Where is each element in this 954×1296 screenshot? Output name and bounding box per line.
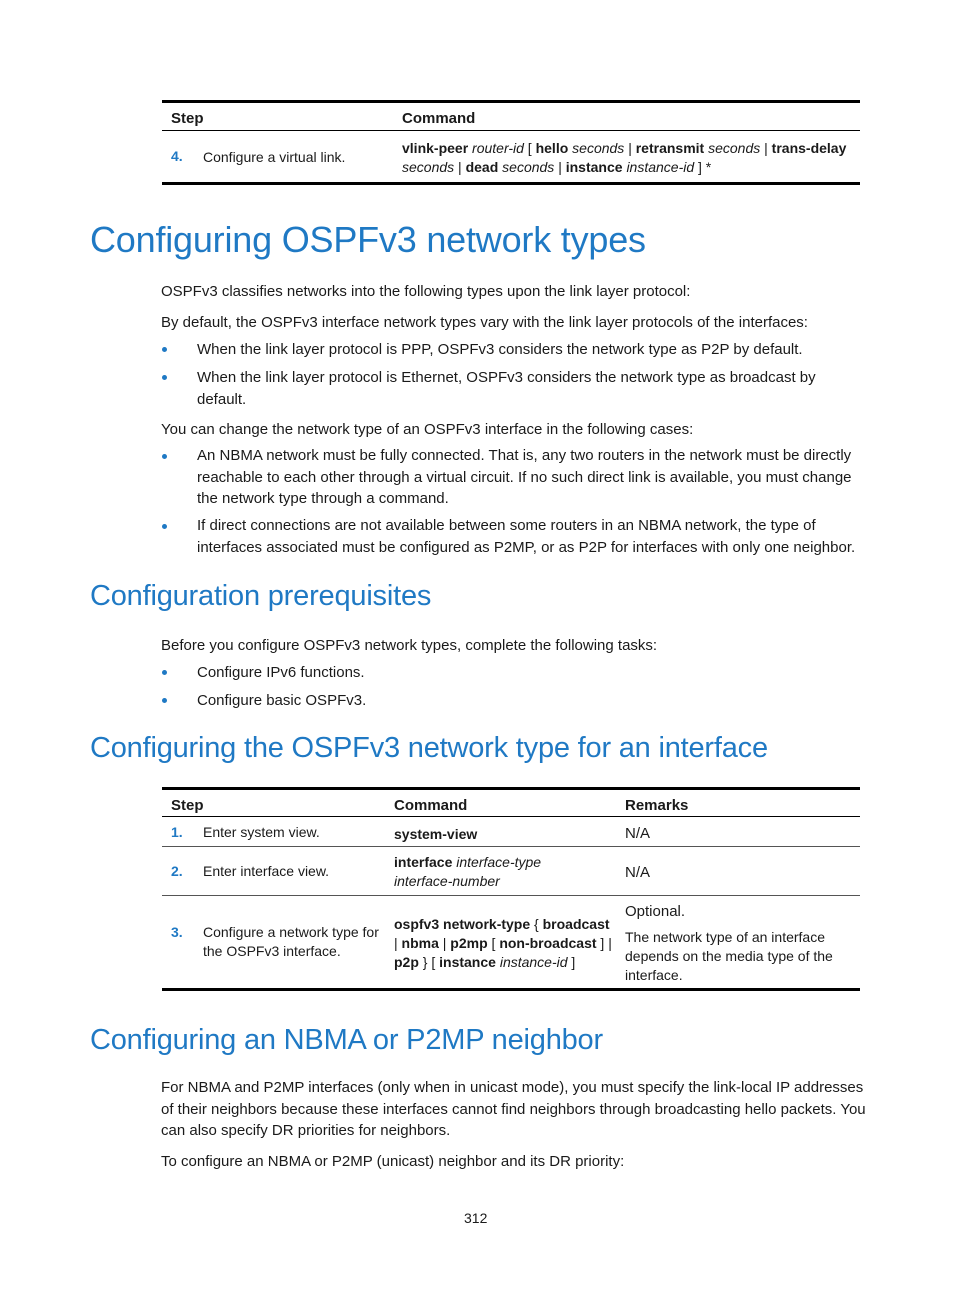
remarks-text: Optional. — [625, 903, 686, 920]
step-description: Configure a network type for the OSPFv3 interface. — [203, 924, 379, 959]
command-keyword: non-broadcast — [499, 935, 597, 951]
command-punctuation: | — [554, 159, 566, 175]
command-keyword: nbma — [401, 935, 439, 951]
paragraph: To configure an NBMA or P2MP (unicast) neighbor and its DR priority: — [161, 1153, 625, 1170]
column-header-command: Command — [394, 797, 468, 814]
command-keyword: system-view — [394, 826, 478, 842]
command-keyword: ospfv3 network-type — [394, 916, 531, 932]
subsection-title: Configuring an NBMA or P2MP neighbor — [90, 1024, 603, 1056]
remarks-text: N/A — [625, 864, 651, 881]
command-punctuation: | — [760, 140, 772, 156]
command-argument: seconds — [708, 140, 761, 156]
remarks-text: N/A — [625, 825, 651, 842]
command-syntax — [394, 915, 616, 972]
step-number: 3. — [171, 924, 183, 940]
row-divider — [162, 895, 860, 896]
command-punctuation: | — [624, 140, 636, 156]
paragraph: You can change the network type of an OSPFv3 interface in the following cases: — [161, 421, 694, 438]
paragraph: By default, the OSPFv3 interface network types vary with the link layer protocols of the interfaces: — [161, 314, 808, 331]
section-title: Configuring OSPFv3 network types — [90, 219, 646, 260]
row-divider — [162, 846, 860, 847]
command-keyword: vlink-peer — [402, 140, 469, 156]
step-description: Configure a virtual link. — [203, 149, 346, 165]
table-bottom-rule — [162, 182, 860, 185]
bullet-text: When the link layer protocol is Ethernet, OSPFv3 considers the network type as broadcast by default. — [197, 369, 816, 408]
command-syntax — [402, 139, 850, 177]
page-number: 312 — [464, 1210, 488, 1226]
command-syntax — [394, 853, 569, 891]
bullet-icon — [162, 454, 167, 459]
column-header-command: Command — [402, 110, 476, 127]
bullet-text: If direct connections are not available between some routers in an NBMA network, the type of interfaces associated must be configured as P2MP, or as P2P for interfaces with only one neighbor. — [197, 517, 856, 556]
table-bottom-rule — [162, 988, 860, 991]
bullet-icon — [162, 698, 167, 703]
command-punctuation: { — [530, 916, 543, 932]
command-keyword: interface — [394, 854, 453, 870]
header-rule — [162, 816, 860, 817]
command-punctuation: ] — [567, 954, 576, 970]
command-punctuation: ] * — [694, 159, 712, 175]
command-keyword: p2p — [394, 954, 419, 970]
step-number: 2. — [171, 863, 183, 879]
command-argument: interface-type interface-number — [394, 854, 542, 889]
subsection-title: Configuring the OSPFv3 network type for an interface — [90, 732, 768, 764]
paragraph: OSPFv3 classifies networks into the following types upon the link layer protocol: — [161, 283, 691, 300]
command-argument: instance-id — [626, 159, 695, 175]
remarks-text: The network type of an interface depends on the media type of the interface. — [625, 929, 833, 983]
command-keyword: p2mp — [450, 935, 488, 951]
bullet-icon — [162, 670, 167, 675]
command-keyword: dead — [465, 159, 499, 175]
column-header-step: Step — [171, 110, 204, 127]
header-rule — [162, 130, 860, 131]
command-punctuation: | — [394, 935, 402, 951]
command-keyword: retransmit — [635, 140, 705, 156]
command-argument: seconds — [402, 159, 455, 175]
bullet-icon — [162, 347, 167, 352]
step-description: Enter interface view. — [203, 863, 330, 879]
command-argument: seconds — [502, 159, 555, 175]
command-punctuation: | — [454, 159, 466, 175]
command-punctuation: [ — [523, 140, 536, 156]
column-header-step: Step — [171, 797, 204, 814]
command-argument: router-id — [472, 140, 524, 156]
step-number: 1. — [171, 824, 183, 840]
command-punctuation: } [ — [418, 954, 440, 970]
command-keyword: broadcast — [542, 916, 610, 932]
bullet-icon — [162, 375, 167, 380]
table-top-rule — [162, 100, 860, 103]
paragraph: For NBMA and P2MP interfaces (only when in unicast mode), you must specify the link-local IP addresses of their neighbors because these interfaces cannot find neighbors through broadcasting hello packets. You can also specify DR priorities for neighbors. — [161, 1079, 866, 1139]
command-punctuation: | — [438, 935, 451, 951]
command-punctuation: [ — [487, 935, 500, 951]
command-argument: seconds — [572, 140, 625, 156]
bullet-text: Configure basic OSPFv3. — [197, 692, 367, 709]
command-keyword: trans-delay — [771, 140, 847, 156]
subsection-title: Configuration prerequisites — [90, 580, 432, 612]
table-top-rule — [162, 787, 860, 790]
bullet-text: Configure IPv6 functions. — [197, 664, 365, 681]
bullet-icon — [162, 524, 167, 529]
bullet-text: When the link layer protocol is PPP, OSPFv3 considers the network type as P2P by default. — [197, 341, 803, 358]
command-keyword: instance — [565, 159, 623, 175]
paragraph: Before you configure OSPFv3 network types, complete the following tasks: — [161, 637, 658, 654]
command-syntax — [394, 825, 609, 844]
command-keyword: instance — [439, 954, 496, 970]
command-punctuation: ] | — [596, 935, 612, 951]
command-keyword: hello — [535, 140, 569, 156]
step-number: 4. — [171, 148, 183, 164]
bullet-text: An NBMA network must be fully connected. That is, any two routers in the network must be directly reachable to each other through a virtual circuit. If no such direct link is available, you must change the network type through a command. — [197, 447, 852, 507]
column-header-remarks: Remarks — [625, 797, 689, 814]
command-argument: instance-id — [499, 954, 568, 970]
step-description: Enter system view. — [203, 824, 320, 840]
